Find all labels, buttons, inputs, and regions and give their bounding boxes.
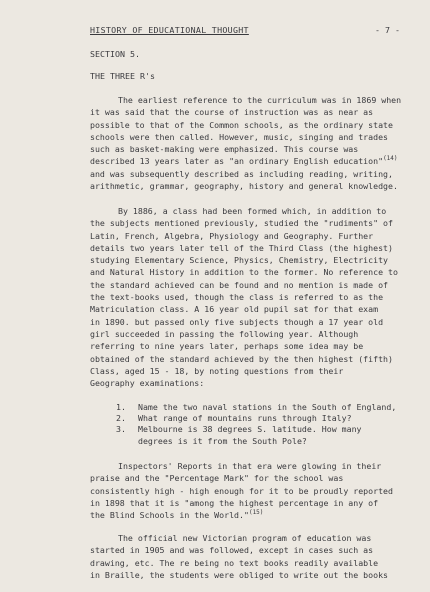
text-line: the subjects mentioned previously, studied the "rudiments" of xyxy=(90,218,393,229)
text-line: arithmetic, grammar, geography, history and general knowledge. xyxy=(90,181,398,192)
section-subtitle: THE THREE R's xyxy=(90,71,155,81)
text-line: referring to nine years later, perhaps some idea may be xyxy=(90,341,364,352)
text-line: praise and the "Percentage Mark" for the school was xyxy=(90,473,344,484)
text-line: obtained of the standard achieved by the then highest (fifth) xyxy=(90,353,393,364)
text-line: consistently high - high enough for it to be proudly reported xyxy=(90,485,393,496)
text-line: possible to that of the Common schools, as the ordinary state xyxy=(90,119,393,130)
text-line: studying Elementary Science, Physics, Chemistry, Electricity xyxy=(90,255,389,266)
paragraph-1 xyxy=(90,94,416,192)
list-text: Melbourne is 38 degrees S. latitude. How many xyxy=(138,424,362,435)
list-text: degrees is it from the South Pole? xyxy=(138,435,307,446)
list-text: Name the two naval stations in the South of England, xyxy=(138,402,397,412)
text-line: Geography examinations: xyxy=(90,378,205,389)
text-line: details two years later tell of the Third Class (the highest) xyxy=(90,242,393,253)
text-line-body: described 13 years later as "an ordinary English education" xyxy=(90,156,384,167)
list-item xyxy=(116,424,416,435)
text-line: the standard achieved can be found and no mention is made of xyxy=(90,279,389,290)
list-item-continuation xyxy=(116,436,416,447)
list-text: What range of mountains runs through Italy? xyxy=(138,413,352,424)
list-item xyxy=(116,402,416,413)
text-line: it was said that the course of instruction was as near as xyxy=(90,107,374,118)
list-item xyxy=(116,413,416,424)
text-line: girl succeeded in passing the following year. Although xyxy=(90,328,359,339)
text-line: in 1890. but passed only five subjects though a 17 year old xyxy=(90,316,384,327)
running-head: HISTORY OF EDUCATIONAL THOUGHT xyxy=(90,25,249,35)
text-line: Matriculation class. A 16 year old pupil sat for that exam xyxy=(90,304,379,315)
text-line: in Braille, the students were obliged to write out the books xyxy=(90,569,389,580)
text-line: and Natural History in addition to the former. No reference to xyxy=(90,267,398,278)
paragraph-3 xyxy=(90,460,416,521)
text-line xyxy=(90,509,416,521)
list-number: 2. xyxy=(116,413,126,424)
text-line: such as basket-making were emphasized. This course was xyxy=(90,144,359,155)
question-list xyxy=(116,402,416,447)
text-line: drawing, etc. The re being no text books readily available xyxy=(90,557,379,568)
text-line: started in 1905 and was followed, except in cases such as xyxy=(90,545,374,556)
list-number: 3. xyxy=(116,424,126,435)
text-line: the text-books used, though the class is referred to as the xyxy=(90,292,384,303)
text-line: The earliest reference to the curriculum was in 1869 when xyxy=(118,95,402,105)
section-title: SECTION 5. xyxy=(90,49,140,59)
text-line: The official new Victorian program of education was xyxy=(118,533,372,543)
text-line: in 1898 that it is "among the highest percentage in any of xyxy=(90,497,379,508)
text-line: Inspectors' Reports in that era were glowing in their xyxy=(118,461,382,471)
text-line: and was subsequently described as including reading, writing, xyxy=(90,168,393,179)
list-number: 1. xyxy=(116,402,126,412)
text-line: Latin, French, Algebra, Physiology and Geography. Further xyxy=(90,230,374,241)
paragraph-2 xyxy=(90,205,416,389)
text-line: schools were then called. However, music, singing and trades xyxy=(90,131,389,142)
page-number: - 7 - xyxy=(375,25,400,35)
paragraph-4 xyxy=(90,532,416,581)
text-line xyxy=(90,155,416,167)
page-header xyxy=(90,25,400,39)
footnote-ref: (14) xyxy=(383,155,398,163)
footnote-ref: (15) xyxy=(248,509,264,517)
text-line: By 1886, a class had been formed which, in addition to xyxy=(118,206,387,216)
text-line: Class, aged 15 - 18, by noting questions from their xyxy=(90,365,344,376)
text-line-body: the Blind Schools in the World." xyxy=(90,510,249,521)
